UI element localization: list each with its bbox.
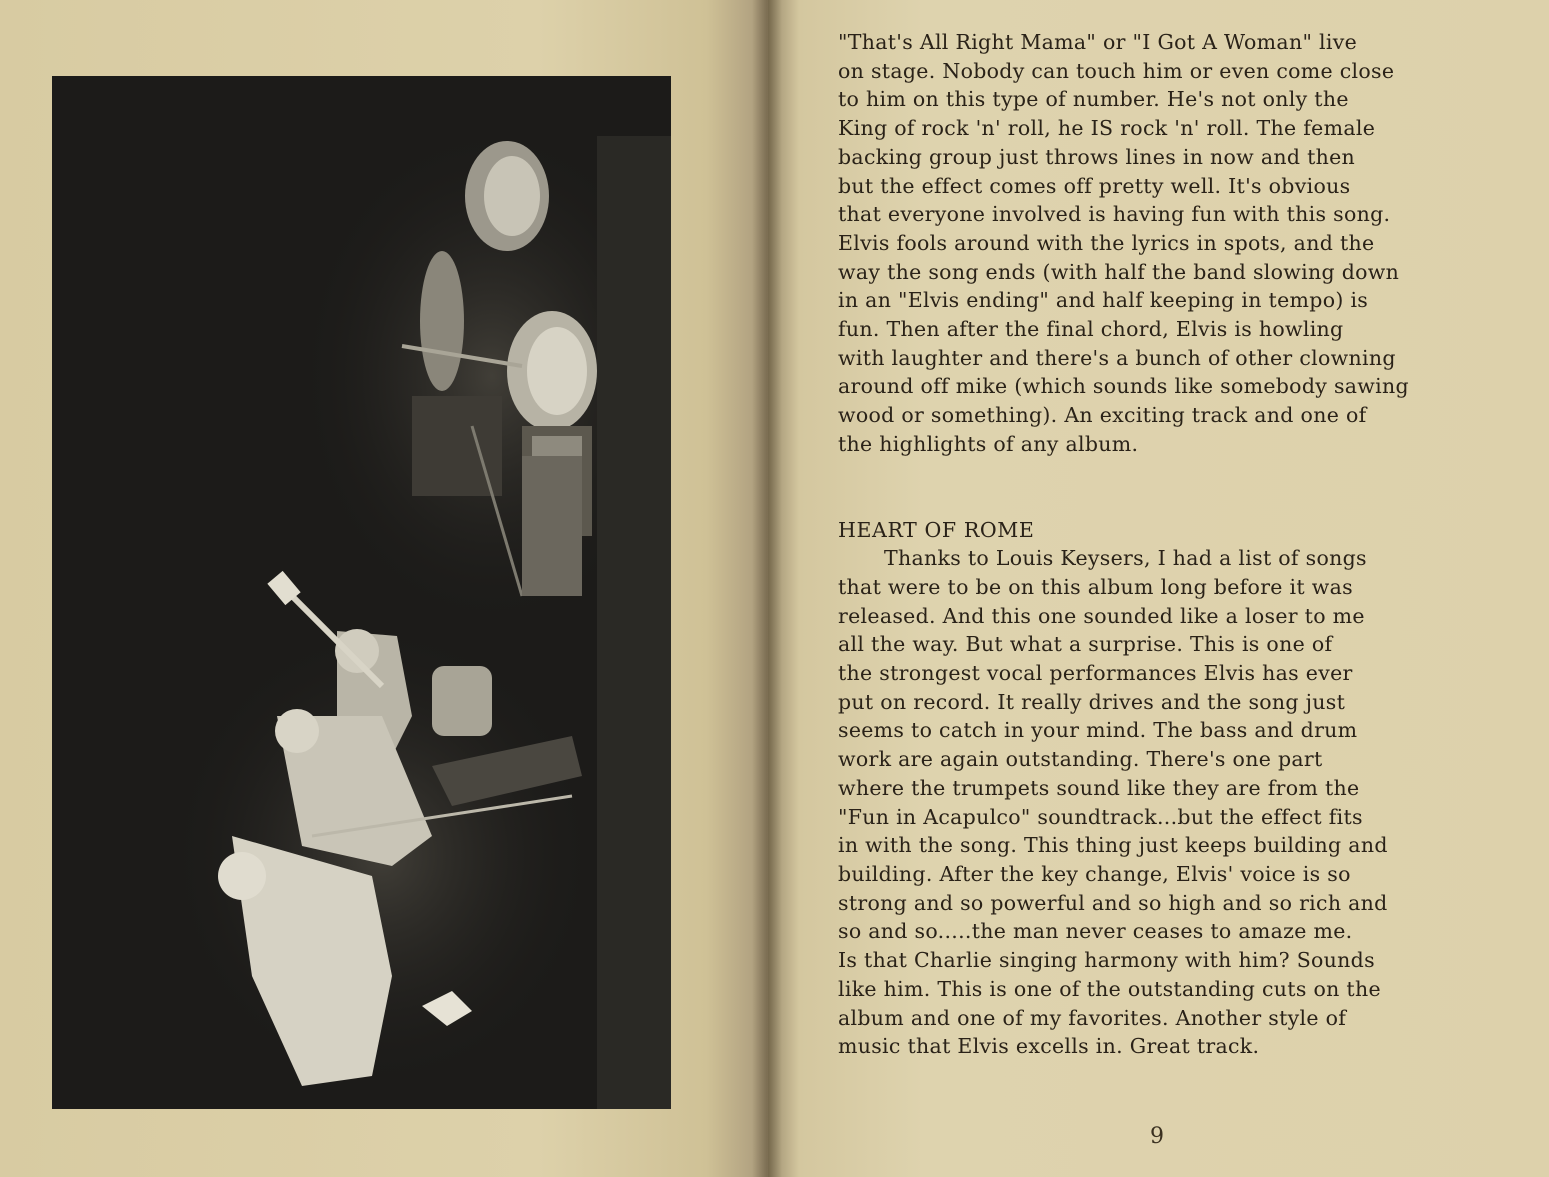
photo-icon bbox=[52, 76, 671, 1109]
text-line: Elvis fools around with the lyrics in spots, and the bbox=[838, 230, 1375, 255]
review-paragraph-1 bbox=[838, 28, 1528, 459]
text-line: the highlights of any album. bbox=[838, 431, 1139, 456]
text-line: around off mike (which sounds like somebody sawing bbox=[838, 374, 1409, 399]
text-line: "That's All Right Mama" or "I Got A Woman" live bbox=[838, 30, 1358, 54]
text-line: music that Elvis excells in. Great track. bbox=[838, 1034, 1260, 1059]
text-line: the strongest vocal performances Elvis has ever bbox=[838, 661, 1353, 686]
text-line: with laughter and there's a bunch of other clowning bbox=[838, 345, 1396, 370]
text-line: to him on this type of number. He's not only the bbox=[838, 87, 1349, 112]
book-gutter bbox=[752, 0, 782, 1177]
review-paragraph-2 bbox=[838, 544, 1528, 1061]
text-line: album and one of my favorites. Another style of bbox=[838, 1005, 1347, 1030]
text-line: work are again outstanding. There's one part bbox=[838, 747, 1323, 772]
text-line: in with the song. This thing just keeps building and bbox=[838, 833, 1388, 858]
text-line: fun. Then after the final chord, Elvis is howling bbox=[838, 317, 1344, 342]
section-heading: HEART OF ROME bbox=[838, 517, 1035, 542]
text-line: all the way. But what a surprise. This is one of bbox=[838, 632, 1333, 657]
text-line: in an "Elvis ending" and half keeping in tempo) is bbox=[838, 288, 1369, 313]
text-line: building. After the key change, Elvis' voice is so bbox=[838, 861, 1351, 886]
section-spacer bbox=[838, 459, 1528, 516]
body-text bbox=[838, 28, 1528, 1061]
text-line: put on record. It really drives and the song just bbox=[838, 689, 1346, 714]
text-line: way the song ends (with half the band slowing down bbox=[838, 259, 1400, 284]
page-number: 9 bbox=[1150, 1124, 1164, 1149]
text-line: like him. This is one of the outstanding cuts on the bbox=[838, 976, 1381, 1001]
text-line: that everyone involved is having fun with this song. bbox=[838, 202, 1391, 227]
text-line: backing group just throws lines in now and then bbox=[838, 144, 1356, 169]
text-line: Is that Charlie singing harmony with him? Sounds bbox=[838, 948, 1375, 973]
text-line: Thanks to Louis Keysers, I had a list of songs bbox=[884, 546, 1367, 571]
text-line: that were to be on this album long before it was bbox=[838, 574, 1353, 599]
text-line: seems to catch in your mind. The bass and drum bbox=[838, 718, 1358, 743]
text-line: wood or something). An exciting track and one of bbox=[838, 403, 1367, 428]
text-line: on stage. Nobody can touch him or even come close bbox=[838, 58, 1395, 83]
text-line: but the effect comes off pretty well. It's obvious bbox=[838, 173, 1351, 198]
text-line: so and so.....the man never ceases to amaze me. bbox=[838, 919, 1353, 944]
text-line: where the trumpets sound like they are from the bbox=[838, 775, 1360, 800]
concert-photo bbox=[52, 76, 671, 1109]
left-page bbox=[0, 0, 768, 1177]
text-line: King of rock 'n' roll, he IS rock 'n' roll. The female bbox=[838, 116, 1376, 141]
text-line: released. And this one sounded like a loser to me bbox=[838, 603, 1365, 628]
text-line: "Fun in Acapulco" soundtrack...but the effect fits bbox=[838, 804, 1363, 829]
text-line: strong and so powerful and so high and so rich and bbox=[838, 890, 1388, 915]
